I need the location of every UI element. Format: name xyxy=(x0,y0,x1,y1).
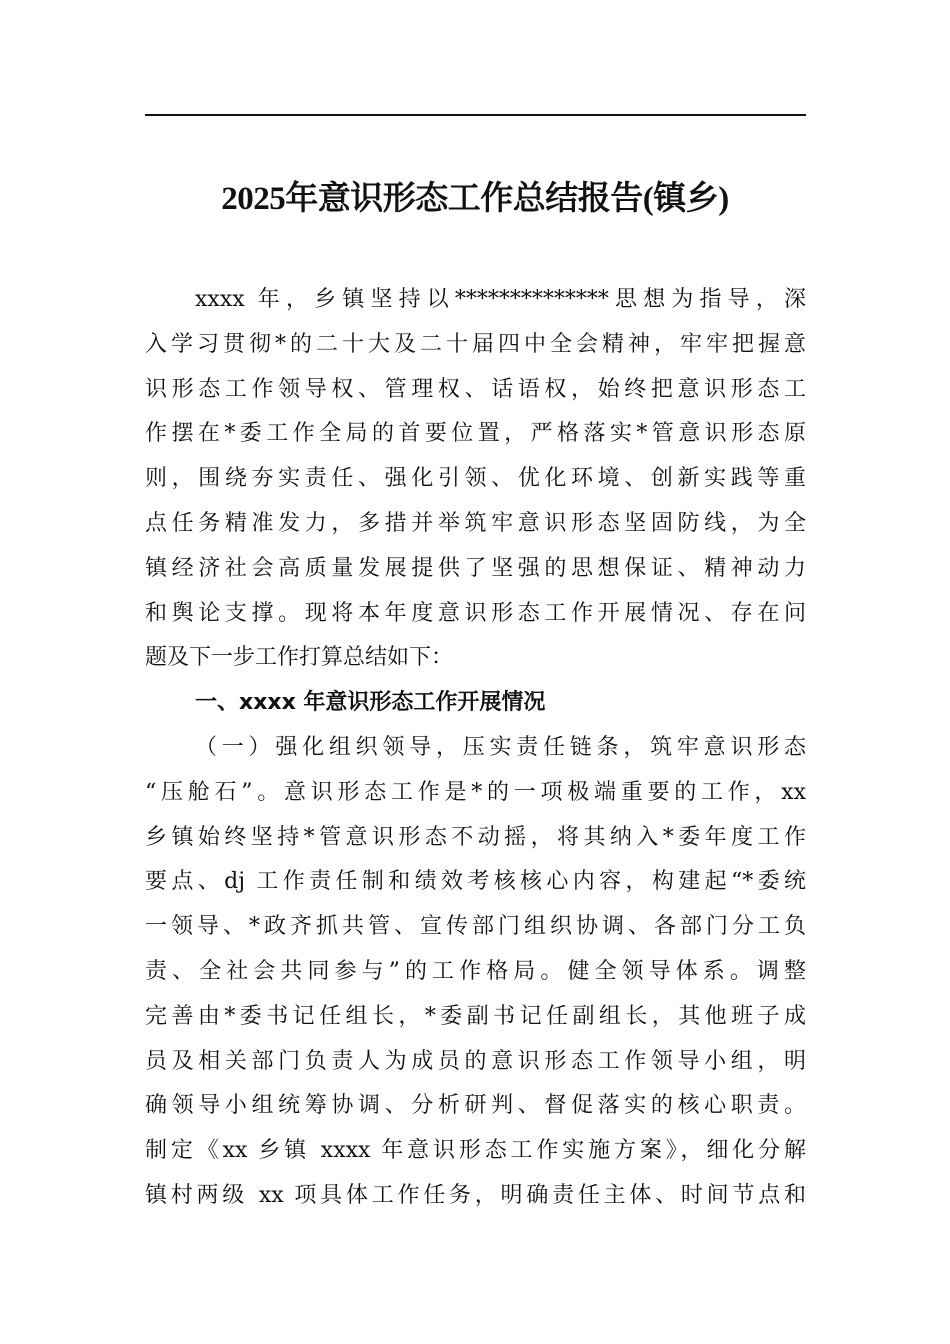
paragraph-line: 一领导、*政齐抓共管、宣传部门组织协调、各部门分工负 xyxy=(145,914,806,940)
paragraph-line: 和舆论支撑。现将本年度意识形态工作开展情况、存在问 xyxy=(145,600,806,626)
paragraph-line: 确领导小组统筹协调、分析研判、督促落实的核心职责。 xyxy=(145,1093,806,1119)
paragraph-line: （一）强化组织领导，压实责任链条，筑牢意识形态 xyxy=(195,734,806,760)
paragraph-line: 则，围绕夯实责任、强化引领、优化环境、创新实践等重 xyxy=(145,466,806,492)
paragraph-line: 题及下一步工作打算总结如下： xyxy=(145,645,454,671)
paragraph-line: 要点、dj 工作责任制和绩效考核核心内容，构建起“*委统 xyxy=(145,869,806,895)
paragraph-line: 镇经济社会高质量发展提供了坚强的思想保证、精神动力 xyxy=(145,555,806,581)
paragraph-line: 员及相关部门负责人为成员的意识形态工作领导小组，明 xyxy=(145,1048,806,1074)
document-title: 2025年意识形态工作总结报告(镇乡) xyxy=(221,181,729,217)
paragraph-line: 镇村两级 xx 项具体工作任务，明确责任主体、时间节点和 xyxy=(145,1182,806,1208)
paragraph-line: 责、全社会共同参与”的工作格局。健全领导体系。调整 xyxy=(145,958,806,984)
paragraph-line: 制定《xx 乡镇 xxxx 年意识形态工作实施方案》，细化分解 xyxy=(145,1138,806,1164)
paragraph-line: xxxx 年，乡镇坚持以**************思想为指导，深 xyxy=(195,287,806,312)
paragraph-line: 入学习贯彻*的二十大及二十届四中全会精神，牢牢把握意 xyxy=(145,331,806,357)
paragraph-line: 点任务精准发力，多措并举筑牢意识形态坚固防线，为全 xyxy=(145,510,806,536)
paragraph-line: 乡镇始终坚持*管意识形态不动摇，将其纳入*委年度工作 xyxy=(145,824,806,850)
paragraph-line: 识形态工作领导权、管理权、话语权，始终把意识形态工 xyxy=(145,376,806,402)
header-rule xyxy=(145,114,806,116)
paragraph-line: 作摆在*委工作全局的首要位置，严格落实*管意识形态原 xyxy=(145,421,806,447)
paragraph-line: 完善由*委书记任组长，*委副书记任副组长，其他班子成 xyxy=(145,1003,806,1029)
section-heading: 一、xxxx 年意识形态工作开展情况 xyxy=(195,690,546,716)
paragraph-line: “压舱石”。意识形态工作是*的一项极端重要的工作，xx xyxy=(145,779,806,805)
document-body xyxy=(145,278,806,1219)
